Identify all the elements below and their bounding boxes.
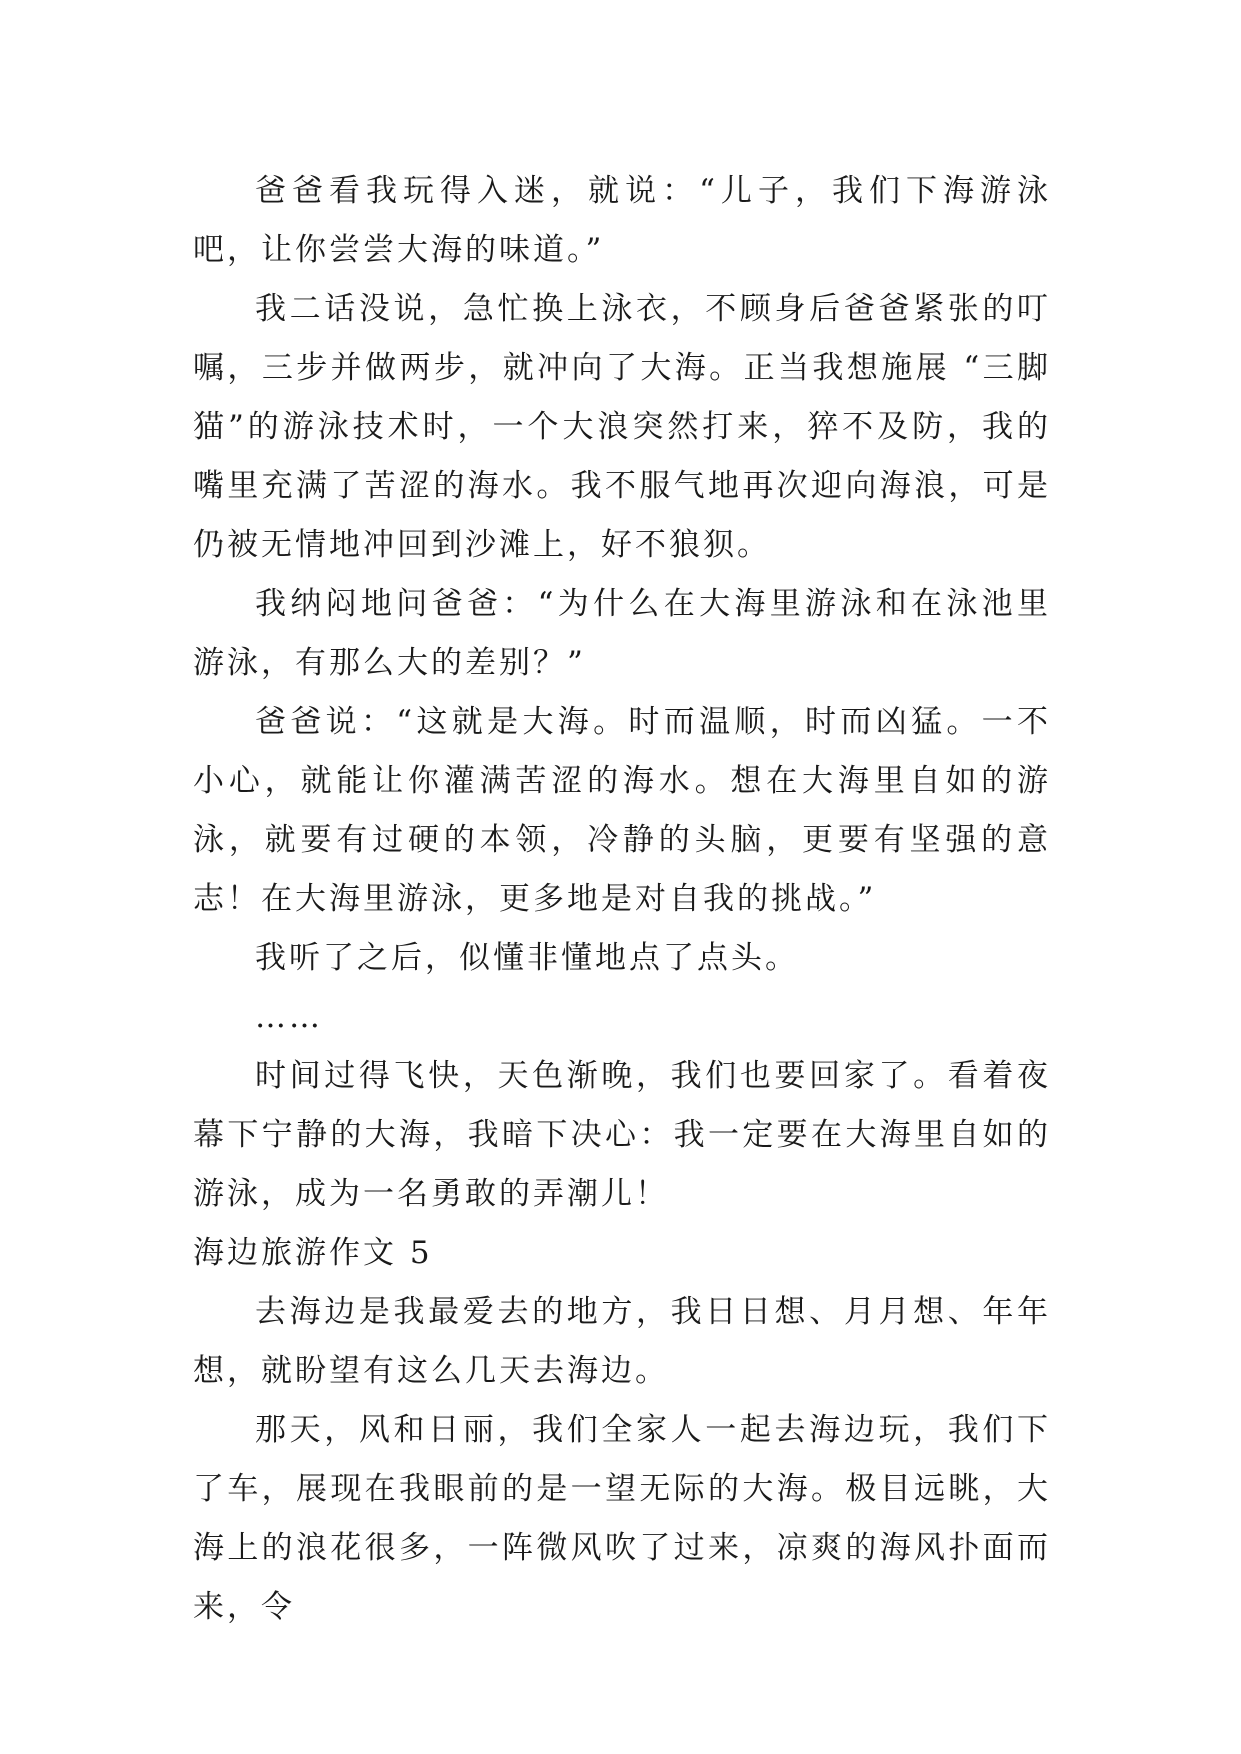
paragraph-3: 我纳闷地问爸爸：“为什么在大海里游泳和在泳池里游泳，有那么大的差别？” [193, 586, 1051, 681]
paragraph-8: 那天，风和日丽，我们全家人一起去海边玩，我们下了车，展现在我眼前的是一望无际的大海。极目远眺，大海上的浪花很多，一阵微风吹了过来，凉爽的海风扑面而来，令 [193, 1412, 1051, 1625]
section-heading: 海边旅游作文 5 [193, 1235, 433, 1271]
paragraph-4: 爸爸说：“这就是大海。时而温顺，时而凶猛。一不小心，就能让你灌满苦涩的海水。想在大海里自如的游泳，就要有过硬的本领，冷静的头脑，更要有坚强的意志！在大海里游泳，更多地是对自我的挑战。” [193, 704, 1051, 917]
paragraph-7: 去海边是我最爱去的地方，我日日想、月月想、年年想，就盼望有这么几天去海边。 [193, 1294, 1051, 1389]
document-page [193, 162, 1051, 1637]
paragraph-5: 我听了之后，似懂非懂地点了点头。 [255, 940, 799, 976]
paragraph-6: 时间过得飞快，天色渐晚，我们也要回家了。看着夜幕下宁静的大海，我暗下决心：我一定要在大海里自如的游泳，成为一名勇敢的弄潮儿！ [193, 1058, 1051, 1212]
paragraph-1: 爸爸看我玩得入迷，就说：“儿子，我们下海游泳吧，让你尝尝大海的味道。” [193, 173, 1051, 268]
paragraph-2: 我二话没说，急忙换上泳衣，不顾身后爸爸紧张的叮嘱，三步并做两步，就冲向了大海。正当我想施展 “三脚猫”的游泳技术时，一个大浪突然打来，猝不及防，我的嘴里充满了苦涩的海水。我不服气地再次迎向海浪，可是仍被无情地冲回到沙滩上，好不狼狈。 [193, 291, 1051, 563]
ellipsis-paragraph: …… [255, 999, 323, 1035]
